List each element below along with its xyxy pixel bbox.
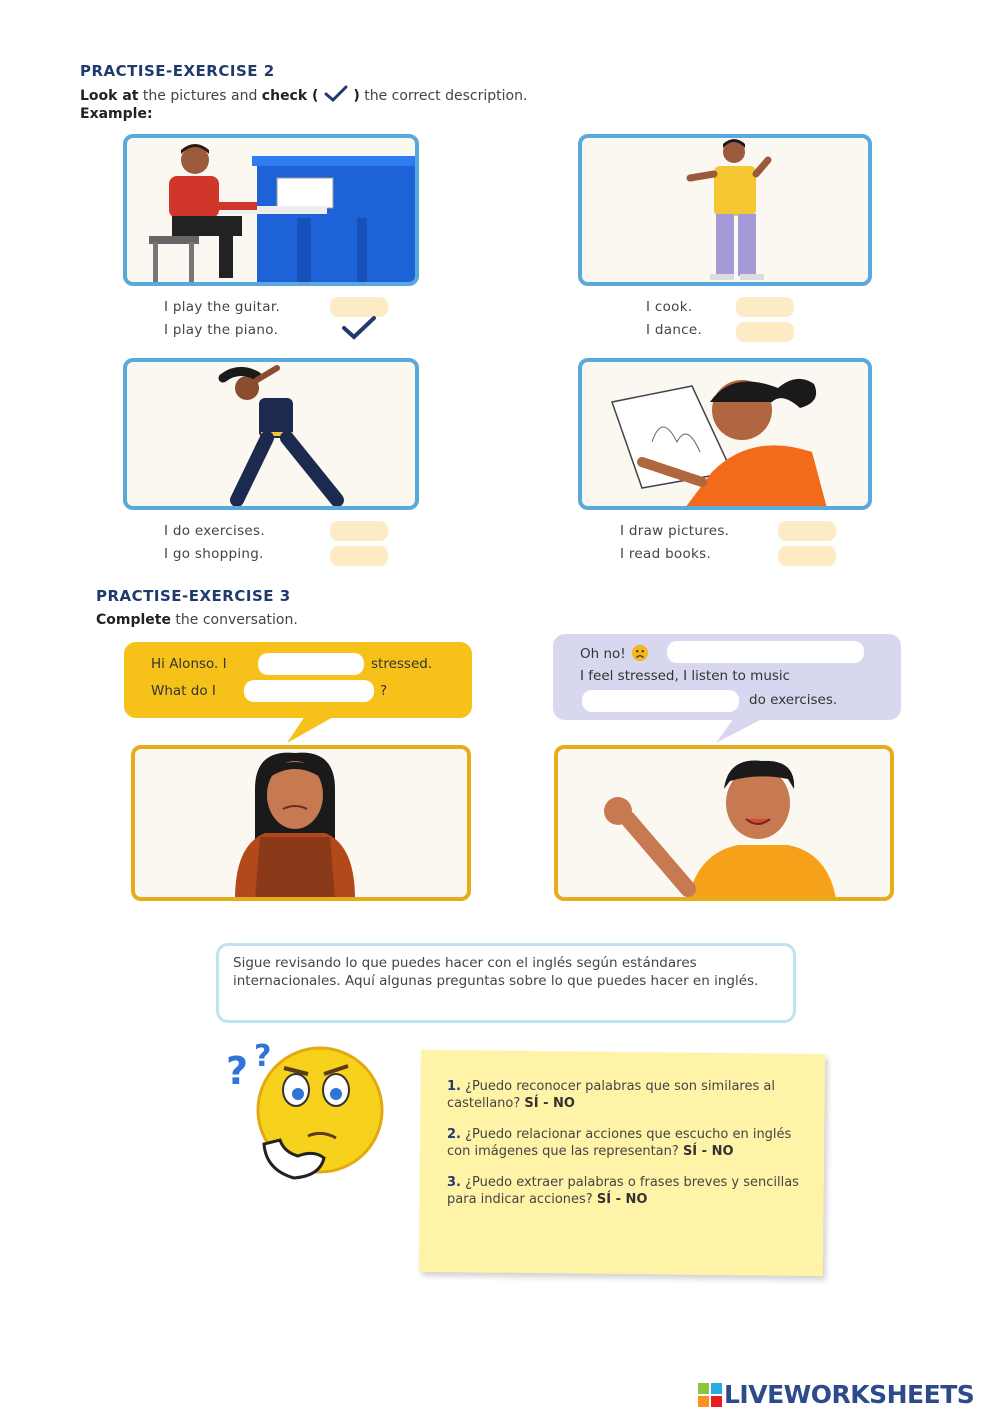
drawing-girl-illustration (582, 362, 868, 506)
answer-yes-no-1[interactable]: SÍ - NO (524, 1096, 575, 1111)
question-3: 3. ¿Puedo extraer palabras o frases breves y sencillas para indicar acciones? SÍ - NO (447, 1175, 799, 1207)
stressed-girl-illustration (135, 749, 467, 897)
girl-line2-end: ? (380, 683, 388, 699)
dancing-boy-illustration (582, 138, 868, 282)
boy-line1: Oh no! (580, 644, 650, 662)
boy-line2: I feel stressed, I listen to music (580, 668, 791, 684)
liveworksheets-logo (698, 1380, 974, 1409)
stressed-girl-picture (131, 745, 471, 901)
option-cook: I cook. (646, 299, 693, 315)
exercise-3-instruction: Complete the conversation. (96, 612, 298, 628)
girl-line2-start: What do I (151, 683, 216, 699)
svg-text:?: ? (254, 1040, 272, 1074)
option-do-exercises: I do exercises. (164, 523, 265, 539)
exercise-3-title: PRACTISE-EXERCISE 3 (96, 587, 291, 605)
question-1: 1. ¿Puedo reconocer palabras que son similares al castellano? SÍ - NO (447, 1079, 775, 1111)
liveworksheets-logo-icon (698, 1383, 722, 1407)
exercise-2-title: PRACTISE-EXERCISE 2 (80, 62, 275, 80)
svg-text:?: ? (226, 1049, 249, 1093)
waving-boy-picture (554, 745, 894, 901)
question-2: 2. ¿Puedo relacionar acciones que escucho en inglés con imágenes que las representan? SÍ - NO (447, 1127, 792, 1159)
option-draw-pictures: I draw pictures. (620, 523, 730, 539)
answer-box-cook[interactable] (736, 297, 794, 317)
dance-picture (578, 134, 872, 286)
example-label: Example: (80, 106, 153, 122)
option-go-shopping: I go shopping. (164, 546, 264, 562)
answer-box-draw-pictures[interactable] (778, 521, 836, 541)
drawing-picture (578, 358, 872, 510)
thinking-face-icon (224, 1040, 388, 1186)
boy-blank-1[interactable] (667, 641, 864, 663)
worried-face-icon (630, 644, 650, 662)
brand-name: LIVEWORKSHEETS (724, 1380, 975, 1409)
exercise-picture (123, 358, 419, 510)
boy-blank-2[interactable] (582, 690, 739, 712)
answer-box-do-exercises[interactable] (330, 521, 388, 541)
answer-yes-no-3[interactable]: SÍ - NO (596, 1192, 648, 1207)
exercise-2-instruction: Look at the pictures and check ( ) the correct description. (80, 85, 527, 104)
option-play-guitar: I play the guitar. (164, 299, 281, 315)
answer-box-read-books[interactable] (778, 546, 836, 566)
exercising-girl-illustration (127, 362, 415, 506)
piano-picture (123, 134, 419, 286)
girl-line1-start: Hi Alonso. I (151, 656, 227, 672)
answer-box-dance[interactable] (736, 322, 794, 342)
waving-boy-illustration (558, 749, 890, 897)
answer-box-play-piano[interactable] (330, 320, 388, 340)
girl-bubble-tail (285, 716, 345, 744)
girl-line1-end: stressed. (371, 656, 433, 672)
info-box: Sigue revisando lo que puedes hacer con el inglés según estándares internacionales. Aquí algunas preguntas sobre lo que puedes hacer en inglés. (216, 943, 796, 1023)
option-read-books: I read books. (620, 546, 712, 562)
boy-line3: do exercises. (749, 692, 838, 708)
answer-box-play-guitar[interactable] (330, 297, 388, 317)
girl-blank-1[interactable] (258, 653, 364, 675)
check-icon (323, 85, 349, 103)
girl-blank-2[interactable] (244, 680, 374, 702)
piano-player-illustration (127, 138, 415, 282)
boy-bubble-tail (714, 718, 774, 744)
answer-yes-no-2[interactable]: SÍ - NO (682, 1144, 734, 1159)
option-dance: I dance. (646, 322, 703, 338)
check-mark-icon (330, 316, 388, 342)
option-play-piano: I play the piano. (164, 322, 279, 338)
answer-box-go-shopping[interactable] (330, 546, 388, 566)
